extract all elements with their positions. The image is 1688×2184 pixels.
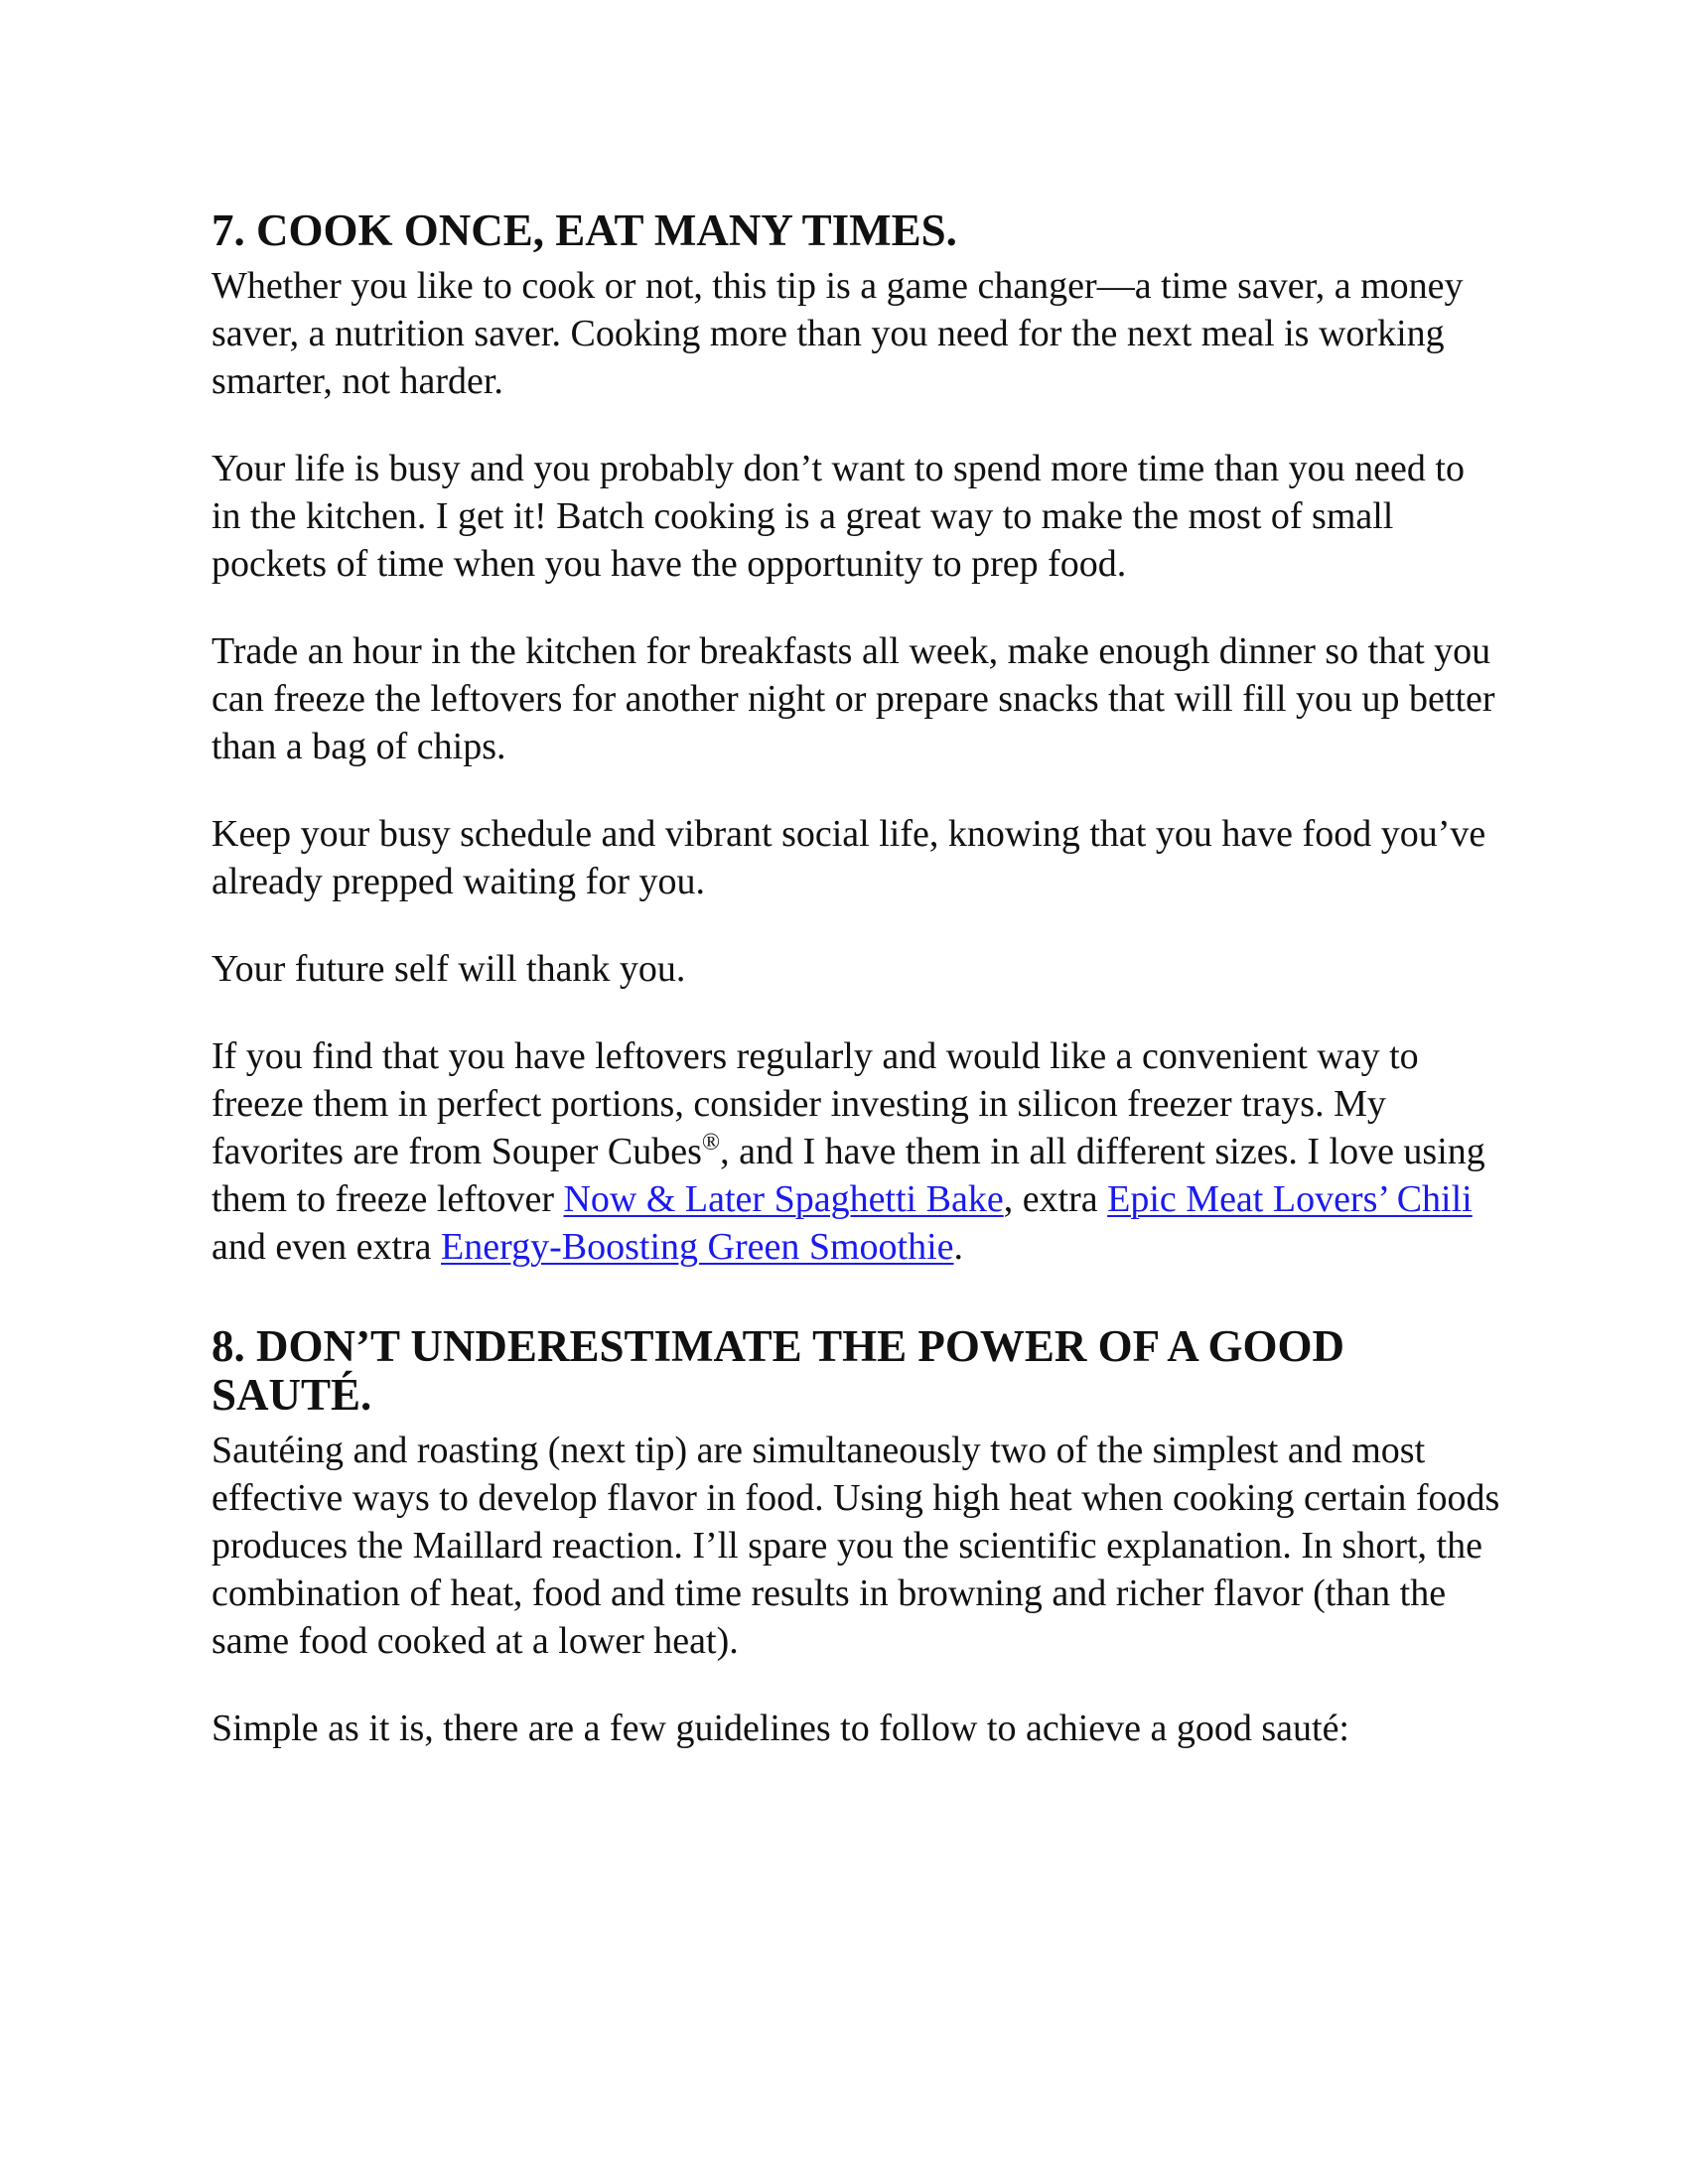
section-7-paragraph-5: Your future self will thank you. xyxy=(211,947,686,990)
section-7-heading: 7. COOK ONCE, EAT MANY TIMES. xyxy=(211,205,957,255)
section-7-paragraph-1: Whether you like to cook or not, this tip is a game changer—a time saver, a money saver, a nutrition saver. Cooking more than you need for the next meal is working smarter, not harder. xyxy=(211,264,1464,402)
section-8-heading: 8. DON’T UNDERESTIMATE THE POWER OF A GOOD SAUTÉ. xyxy=(211,1320,1344,1420)
p6-text-5: . xyxy=(953,1225,963,1268)
section-8-paragraph-1: Sautéing and roasting (next tip) are simultaneously two of the simplest and most effective ways to develop flavor in food. Using high heat when cooking certain foods produces the Maillard reaction. I’ll spare you the scientific explanation. In short, the combination of heat, food and time results in browning and richer flavor (than the same food cooked at a lower heat). xyxy=(211,1429,1500,1662)
section-7-paragraph-2: Your life is busy and you probably don’t want to spend more time than you need to in the kitchen. I get it! Batch cooking is a great way to make the most of small pockets of time when you have the opportunity to prep food. xyxy=(211,447,1465,585)
p6-text-1: If you find that you have leftovers regularly and would like a convenient way to freeze them in perfect portions, consider investing in silicon freezer trays. My favorites are from Souper Cubes xyxy=(211,1034,1419,1172)
meat-lovers-chili-link[interactable]: Epic Meat Lovers’ Chili xyxy=(1107,1177,1473,1220)
p6-text-2: , and I have them in all different sizes. I love using them to freeze leftover xyxy=(211,1130,1485,1220)
section-7-paragraph-4: Keep your busy schedule and vibrant social life, knowing that you have food you’ve already prepped waiting for you. xyxy=(211,812,1486,902)
spaghetti-bake-link[interactable]: Now & Later Spaghetti Bake xyxy=(563,1177,1004,1220)
section-7-paragraph-3: Trade an hour in the kitchen for breakfasts all week, make enough dinner so that you can freeze the leftovers for another night or prepare snacks that will fill you up better than a bag of chips. xyxy=(211,629,1495,767)
registered-mark: ® xyxy=(701,1129,721,1156)
p6-text-4: and even extra xyxy=(211,1225,442,1268)
section-8-paragraph-2: Simple as it is, there are a few guidelines to follow to achieve a good sauté: xyxy=(211,1706,1349,1749)
p6-text-3: , extra xyxy=(1003,1177,1108,1220)
section-7-paragraph-6 xyxy=(211,1032,1502,1271)
green-smoothie-link[interactable]: Energy-Boosting Green Smoothie xyxy=(441,1225,954,1268)
document-page xyxy=(211,206,1502,1752)
